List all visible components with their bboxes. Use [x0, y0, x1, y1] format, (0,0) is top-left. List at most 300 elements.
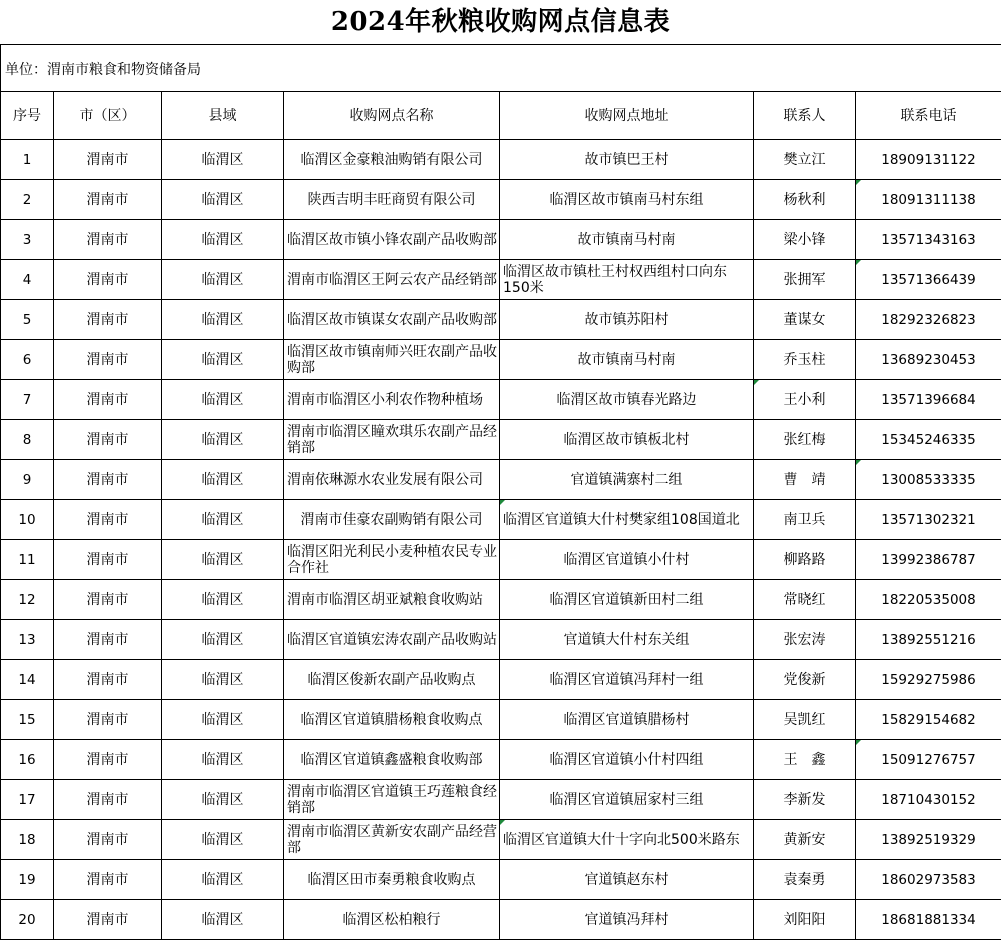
cell-outlet-name[interactable] [284, 740, 500, 780]
cell-outlet-name-text: 临渭区官道镇鑫盛粮食收购部 [284, 752, 499, 768]
cell-contact-text: 董谋女 [754, 312, 855, 328]
cell-county[interactable] [162, 900, 284, 940]
cell-outlet-address-text: 临渭区故市镇杜王村权西组村口向东150米 [500, 264, 753, 296]
cell-county-text: 临渭区 [162, 832, 283, 848]
cell-contact[interactable] [754, 420, 856, 460]
table-row [1, 780, 1001, 820]
cell-phone-text: 18909131122 [856, 152, 1001, 168]
cell-county[interactable] [162, 660, 284, 700]
table-row [1, 460, 1001, 500]
header-address[interactable]: 收购网点地址 [500, 92, 754, 140]
cell-outlet-name[interactable] [284, 540, 500, 580]
table-row [1, 820, 1001, 860]
cell-city-text: 渭南市 [54, 912, 161, 928]
cell-outlet-address[interactable] [500, 180, 754, 220]
header-row [1, 92, 1001, 140]
cell-seq-text: 16 [1, 752, 53, 768]
cell-outlet-name-text: 渭南市临渭区胡亚斌粮食收购站 [284, 592, 499, 608]
cell-outlet-name[interactable] [284, 780, 500, 820]
cell-city-text: 渭南市 [54, 432, 161, 448]
cell-outlet-address-text: 官道镇赵东村 [500, 872, 753, 888]
cell-contact-text: 柳路路 [754, 552, 855, 568]
cell-outlet-name[interactable] [284, 900, 500, 940]
cell-outlet-name-text: 临渭区阳光利民小麦种植农民专业合作社 [284, 544, 499, 576]
cell-outlet-name-text: 临渭区官道镇宏涛农副产品收购站 [284, 632, 499, 648]
table-row [1, 260, 1001, 300]
cell-seq[interactable] [1, 660, 54, 700]
table-row [1, 620, 1001, 660]
cell-seq[interactable] [1, 340, 54, 380]
cell-outlet-name-text: 临渭区金豪粮油购销有限公司 [284, 152, 499, 168]
cell-city[interactable] [54, 740, 162, 780]
cell-contact[interactable] [754, 300, 856, 340]
cell-city-text: 渭南市 [54, 832, 161, 848]
cell-outlet-name-text: 陕西吉明丰旺商贸有限公司 [284, 192, 499, 208]
cell-phone-text: 15091276757 [856, 752, 1001, 768]
cell-phone[interactable] [856, 260, 1001, 300]
cell-outlet-name[interactable] [284, 180, 500, 220]
table-row [1, 220, 1001, 260]
table-row [1, 700, 1001, 740]
cell-seq[interactable] [1, 700, 54, 740]
cell-contact-text: 张拥军 [754, 272, 855, 288]
cell-outlet-name[interactable] [284, 220, 500, 260]
cell-county[interactable] [162, 260, 284, 300]
cell-seq[interactable] [1, 620, 54, 660]
cell-county[interactable] [162, 780, 284, 820]
cell-county[interactable] [162, 540, 284, 580]
cell-seq[interactable] [1, 380, 54, 420]
cell-county-text: 临渭区 [162, 352, 283, 368]
cell-outlet-name[interactable] [284, 820, 500, 860]
cell-city-text: 渭南市 [54, 512, 161, 528]
cell-seq[interactable] [1, 900, 54, 940]
cell-seq[interactable] [1, 140, 54, 180]
cell-outlet-name-text: 临渭区官道镇腊杨粮食收购点 [284, 712, 499, 728]
cell-seq[interactable] [1, 580, 54, 620]
cell-outlet-name[interactable] [284, 300, 500, 340]
table-row [1, 540, 1001, 580]
cell-contact[interactable] [754, 180, 856, 220]
cell-outlet-address-text: 临渭区官道镇大什村樊家组108国道北 [500, 512, 753, 528]
cell-phone-text: 13571343163 [856, 232, 1001, 248]
cell-city[interactable] [54, 380, 162, 420]
cell-city[interactable] [54, 420, 162, 460]
cell-county-text: 临渭区 [162, 872, 283, 888]
cell-contact[interactable] [754, 700, 856, 740]
cell-phone[interactable] [856, 300, 1001, 340]
cell-city[interactable] [54, 820, 162, 860]
cell-seq-text: 20 [1, 912, 53, 928]
cell-phone-text: 15345246335 [856, 432, 1001, 448]
cell-seq-text: 2 [1, 192, 53, 208]
cell-outlet-name[interactable] [284, 340, 500, 380]
cell-seq[interactable] [1, 780, 54, 820]
cell-phone-text: 18220535008 [856, 592, 1001, 608]
cell-contact-text: 杨秋利 [754, 192, 855, 208]
cell-city[interactable] [54, 900, 162, 940]
cell-phone[interactable] [856, 580, 1001, 620]
cell-phone-text: 13571302321 [856, 512, 1001, 528]
cell-city-text: 渭南市 [54, 192, 161, 208]
cell-county[interactable] [162, 620, 284, 660]
cell-outlet-address[interactable] [500, 260, 754, 300]
cell-phone[interactable] [856, 220, 1001, 260]
cell-seq[interactable] [1, 260, 54, 300]
cell-seq[interactable] [1, 300, 54, 340]
cell-county-text: 临渭区 [162, 752, 283, 768]
cell-phone-text: 18292326823 [856, 312, 1001, 328]
cell-seq[interactable] [1, 460, 54, 500]
header-contact[interactable]: 联系人 [754, 92, 856, 140]
table-row [1, 500, 1001, 540]
cell-seq-text: 12 [1, 592, 53, 608]
cell-outlet-address[interactable] [500, 460, 754, 500]
cell-outlet-address-text: 临渭区官道镇新田村二组 [500, 592, 753, 608]
cell-outlet-address[interactable] [500, 220, 754, 260]
cell-contact-text: 张宏涛 [754, 632, 855, 648]
cell-outlet-name[interactable] [284, 700, 500, 740]
cell-outlet-name-text: 临渭区故市镇谋女农副产品收购部 [284, 312, 499, 328]
cell-seq[interactable] [1, 220, 54, 260]
cell-county-text: 临渭区 [162, 312, 283, 328]
cell-seq[interactable] [1, 180, 54, 220]
table-row [1, 380, 1001, 420]
cell-contact-text: 党俊新 [754, 672, 855, 688]
cell-contact[interactable] [754, 660, 856, 700]
cell-seq-text: 15 [1, 712, 53, 728]
cell-city[interactable] [54, 620, 162, 660]
cell-outlet-name-text: 渭南市临渭区官道镇王巧莲粮食经销部 [284, 784, 499, 816]
cell-county-text: 临渭区 [162, 912, 283, 928]
cell-outlet-address-text: 临渭区官道镇小什村 [500, 552, 753, 568]
cell-contact[interactable] [754, 820, 856, 860]
cell-outlet-address-text: 临渭区官道镇腊杨村 [500, 712, 753, 728]
cell-county[interactable] [162, 340, 284, 380]
cell-county[interactable] [162, 460, 284, 500]
cell-phone-text: 13689230453 [856, 352, 1001, 368]
cell-outlet-name-text: 渭南市临渭区王阿云农产品经销部 [284, 272, 499, 288]
cell-city-text: 渭南市 [54, 672, 161, 688]
cell-city-text: 渭南市 [54, 632, 161, 648]
cell-county[interactable] [162, 220, 284, 260]
cell-phone[interactable] [856, 620, 1001, 660]
cell-city-text: 渭南市 [54, 392, 161, 408]
cell-seq[interactable] [1, 820, 54, 860]
cell-contact-text: 曹 靖 [754, 472, 855, 488]
cell-outlet-name-text: 临渭区故市镇南师兴旺农副产品收购部 [284, 344, 499, 376]
cell-seq[interactable] [1, 740, 54, 780]
cell-outlet-address-text: 故市镇巴王村 [500, 152, 753, 168]
cell-contact[interactable] [754, 340, 856, 380]
cell-outlet-name-text: 渭南市临渭区小利农作物种植场 [284, 392, 499, 408]
cell-phone[interactable] [856, 500, 1001, 540]
cell-outlet-name[interactable] [284, 660, 500, 700]
cell-phone[interactable] [856, 460, 1001, 500]
cell-seq-text: 13 [1, 632, 53, 648]
cell-seq-text: 10 [1, 512, 53, 528]
cell-seq-text: 11 [1, 552, 53, 568]
cell-outlet-address-text: 官道镇满寨村二组 [500, 472, 753, 488]
cell-county[interactable] [162, 740, 284, 780]
cell-phone-text: 18710430152 [856, 792, 1001, 808]
cell-county[interactable] [162, 300, 284, 340]
cell-contact[interactable] [754, 620, 856, 660]
cell-seq-text: 4 [1, 272, 53, 288]
cell-seq-text: 18 [1, 832, 53, 848]
cell-contact[interactable] [754, 860, 856, 900]
cell-outlet-name-text: 临渭区松柏粮行 [284, 912, 499, 928]
cell-city-text: 渭南市 [54, 752, 161, 768]
unit-label[interactable]: 单位：渭南市粮食和物资储备局 [0, 45, 1001, 91]
cell-contact[interactable] [754, 740, 856, 780]
cell-outlet-address[interactable] [500, 140, 754, 180]
cell-city[interactable] [54, 540, 162, 580]
cell-county[interactable] [162, 140, 284, 180]
cell-city[interactable] [54, 700, 162, 740]
cell-phone[interactable] [856, 540, 1001, 580]
cell-county[interactable] [162, 380, 284, 420]
cell-seq-text: 14 [1, 672, 53, 688]
cell-contact-text: 乔玉柱 [754, 352, 855, 368]
cell-outlet-address-text: 临渭区官道镇小什村四组 [500, 752, 753, 768]
cell-city-text: 渭南市 [54, 592, 161, 608]
cell-phone[interactable] [856, 420, 1001, 460]
table-row [1, 420, 1001, 460]
cell-county[interactable] [162, 180, 284, 220]
cell-city-text: 渭南市 [54, 712, 161, 728]
outlet-table [0, 91, 1001, 940]
cell-phone-text: 13571396684 [856, 392, 1001, 408]
cell-county-text: 临渭区 [162, 152, 283, 168]
cell-outlet-address[interactable] [500, 620, 754, 660]
table-row [1, 300, 1001, 340]
cell-phone-text: 13008533335 [856, 472, 1001, 488]
cell-county-text: 临渭区 [162, 712, 283, 728]
cell-phone-text: 18091311138 [856, 192, 1001, 208]
cell-contact-text: 梁小锋 [754, 232, 855, 248]
cell-city[interactable] [54, 780, 162, 820]
cell-seq-text: 17 [1, 792, 53, 808]
cell-outlet-address-text: 官道镇冯拜村 [500, 912, 753, 928]
cell-contact-text: 刘阳阳 [754, 912, 855, 928]
cell-phone[interactable] [856, 660, 1001, 700]
cell-county-text: 临渭区 [162, 672, 283, 688]
cell-outlet-address-text: 临渭区故市镇春光路边 [500, 392, 753, 408]
cell-outlet-address[interactable] [500, 580, 754, 620]
table-row [1, 180, 1001, 220]
cell-contact-text: 黄新安 [754, 832, 855, 848]
cell-county-text: 临渭区 [162, 592, 283, 608]
cell-phone[interactable] [856, 900, 1001, 940]
cell-outlet-address[interactable] [500, 340, 754, 380]
cell-phone-text: 18602973583 [856, 872, 1001, 888]
cell-county-text: 临渭区 [162, 512, 283, 528]
cell-county-text: 临渭区 [162, 552, 283, 568]
cell-outlet-address-text: 临渭区故市镇板北村 [500, 432, 753, 448]
cell-seq-text: 6 [1, 352, 53, 368]
cell-seq-text: 3 [1, 232, 53, 248]
cell-county[interactable] [162, 500, 284, 540]
cell-outlet-name[interactable] [284, 260, 500, 300]
table-row [1, 900, 1001, 940]
cell-contact[interactable] [754, 500, 856, 540]
cell-county-text: 临渭区 [162, 192, 283, 208]
cell-seq-text: 9 [1, 472, 53, 488]
cell-outlet-address[interactable] [500, 860, 754, 900]
cell-city[interactable] [54, 260, 162, 300]
cell-county-text: 临渭区 [162, 232, 283, 248]
cell-county-text: 临渭区 [162, 632, 283, 648]
header-city[interactable]: 市（区） [54, 92, 162, 140]
page-title[interactable]: 2024年秋粮收购网点信息表 [0, 0, 1001, 45]
cell-city[interactable] [54, 180, 162, 220]
cell-seq-text: 8 [1, 432, 53, 448]
cell-seq[interactable] [1, 420, 54, 460]
cell-phone-text: 13992386787 [856, 552, 1001, 568]
cell-outlet-address[interactable] [500, 540, 754, 580]
cell-outlet-address[interactable] [500, 660, 754, 700]
cell-outlet-name-text: 临渭区田市秦勇粮食收购点 [284, 872, 499, 888]
cell-outlet-address[interactable] [500, 820, 754, 860]
cell-outlet-address[interactable] [500, 500, 754, 540]
cell-outlet-address[interactable] [500, 780, 754, 820]
cell-seq-text: 1 [1, 152, 53, 168]
cell-seq-text: 7 [1, 392, 53, 408]
cell-seq[interactable] [1, 860, 54, 900]
cell-outlet-name[interactable] [284, 140, 500, 180]
cell-phone[interactable] [856, 700, 1001, 740]
cell-phone[interactable] [856, 180, 1001, 220]
cell-outlet-name[interactable] [284, 380, 500, 420]
cell-county[interactable] [162, 820, 284, 860]
cell-phone[interactable] [856, 340, 1001, 380]
cell-outlet-name[interactable] [284, 500, 500, 540]
cell-phone[interactable] [856, 780, 1001, 820]
cell-outlet-address-text: 临渭区官道镇屈家村三组 [500, 792, 753, 808]
table-row [1, 580, 1001, 620]
cell-outlet-address-text: 临渭区故市镇南马村东组 [500, 192, 753, 208]
cell-phone[interactable] [856, 820, 1001, 860]
cell-phone-text: 13571366439 [856, 272, 1001, 288]
cell-city[interactable] [54, 460, 162, 500]
cell-outlet-name-text: 渭南市佳豪农副购销有限公司 [284, 512, 499, 528]
cell-contact[interactable] [754, 460, 856, 500]
header-county[interactable]: 县域 [162, 92, 284, 140]
cell-outlet-address[interactable] [500, 740, 754, 780]
table-row [1, 660, 1001, 700]
cell-county[interactable] [162, 420, 284, 460]
cell-outlet-address[interactable] [500, 900, 754, 940]
cell-contact[interactable] [754, 220, 856, 260]
cell-city-text: 渭南市 [54, 792, 161, 808]
header-name[interactable]: 收购网点名称 [284, 92, 500, 140]
cell-contact-text: 王小利 [754, 392, 855, 408]
cell-contact-text: 吴凯红 [754, 712, 855, 728]
cell-city[interactable] [54, 500, 162, 540]
cell-city[interactable] [54, 140, 162, 180]
cell-county-text: 临渭区 [162, 792, 283, 808]
cell-phone[interactable] [856, 380, 1001, 420]
cell-outlet-address-text: 临渭区官道镇大什十字向北500米路东 [500, 832, 753, 848]
cell-outlet-name[interactable] [284, 580, 500, 620]
cell-city-text: 渭南市 [54, 472, 161, 488]
cell-outlet-name[interactable] [284, 420, 500, 460]
cell-county-text: 临渭区 [162, 392, 283, 408]
cell-phone[interactable] [856, 860, 1001, 900]
cell-contact[interactable] [754, 140, 856, 180]
cell-county-text: 临渭区 [162, 432, 283, 448]
cell-city-text: 渭南市 [54, 152, 161, 168]
cell-outlet-address[interactable] [500, 700, 754, 740]
cell-outlet-address[interactable] [500, 380, 754, 420]
cell-outlet-address-text: 故市镇南马村南 [500, 232, 753, 248]
cell-county[interactable] [162, 700, 284, 740]
cell-outlet-address-text: 官道镇大什村东关组 [500, 632, 753, 648]
cell-contact[interactable] [754, 900, 856, 940]
table-row [1, 740, 1001, 780]
cell-city[interactable] [54, 220, 162, 260]
cell-city[interactable] [54, 300, 162, 340]
cell-outlet-name-text: 渭南市临渭区瞳欢琪乐农副产品经销部 [284, 424, 499, 456]
cell-outlet-name[interactable] [284, 620, 500, 660]
cell-phone-text: 15929275986 [856, 672, 1001, 688]
cell-city-text: 渭南市 [54, 272, 161, 288]
cell-outlet-address[interactable] [500, 300, 754, 340]
cell-outlet-address-text: 临渭区官道镇冯拜村一组 [500, 672, 753, 688]
cell-contact[interactable] [754, 580, 856, 620]
cell-city-text: 渭南市 [54, 312, 161, 328]
cell-contact-text: 王 鑫 [754, 752, 855, 768]
cell-contact[interactable] [754, 540, 856, 580]
cell-seq[interactable] [1, 540, 54, 580]
cell-phone[interactable] [856, 140, 1001, 180]
cell-contact-text: 常晓红 [754, 592, 855, 608]
cell-contact-text: 樊立江 [754, 152, 855, 168]
header-seq[interactable]: 序号 [1, 92, 54, 140]
cell-contact-text: 袁秦勇 [754, 872, 855, 888]
cell-county[interactable] [162, 580, 284, 620]
cell-contact[interactable] [754, 260, 856, 300]
cell-contact-text: 南卫兵 [754, 512, 855, 528]
cell-city[interactable] [54, 340, 162, 380]
cell-outlet-name[interactable] [284, 460, 500, 500]
cell-contact-text: 张红梅 [754, 432, 855, 448]
cell-phone[interactable] [856, 740, 1001, 780]
cell-city[interactable] [54, 580, 162, 620]
cell-city-text: 渭南市 [54, 872, 161, 888]
cell-outlet-address-text: 故市镇南马村南 [500, 352, 753, 368]
cell-outlet-name-text: 临渭区俊新农副产品收购点 [284, 672, 499, 688]
table-row [1, 340, 1001, 380]
cell-city[interactable] [54, 860, 162, 900]
cell-phone-text: 13892519329 [856, 832, 1001, 848]
header-phone[interactable]: 联系电话 [856, 92, 1001, 140]
cell-outlet-name-text: 渭南市临渭区黄新安农副产品经营部 [284, 824, 499, 856]
cell-outlet-name-text: 临渭区故市镇小锋农副产品收购部 [284, 232, 499, 248]
cell-city[interactable] [54, 660, 162, 700]
table-row [1, 860, 1001, 900]
cell-city-text: 渭南市 [54, 232, 161, 248]
cell-outlet-address[interactable] [500, 420, 754, 460]
cell-county-text: 临渭区 [162, 472, 283, 488]
cell-contact[interactable] [754, 380, 856, 420]
cell-county[interactable] [162, 860, 284, 900]
cell-outlet-name[interactable] [284, 860, 500, 900]
cell-phone-text: 13892551216 [856, 632, 1001, 648]
cell-seq[interactable] [1, 500, 54, 540]
cell-contact[interactable] [754, 780, 856, 820]
